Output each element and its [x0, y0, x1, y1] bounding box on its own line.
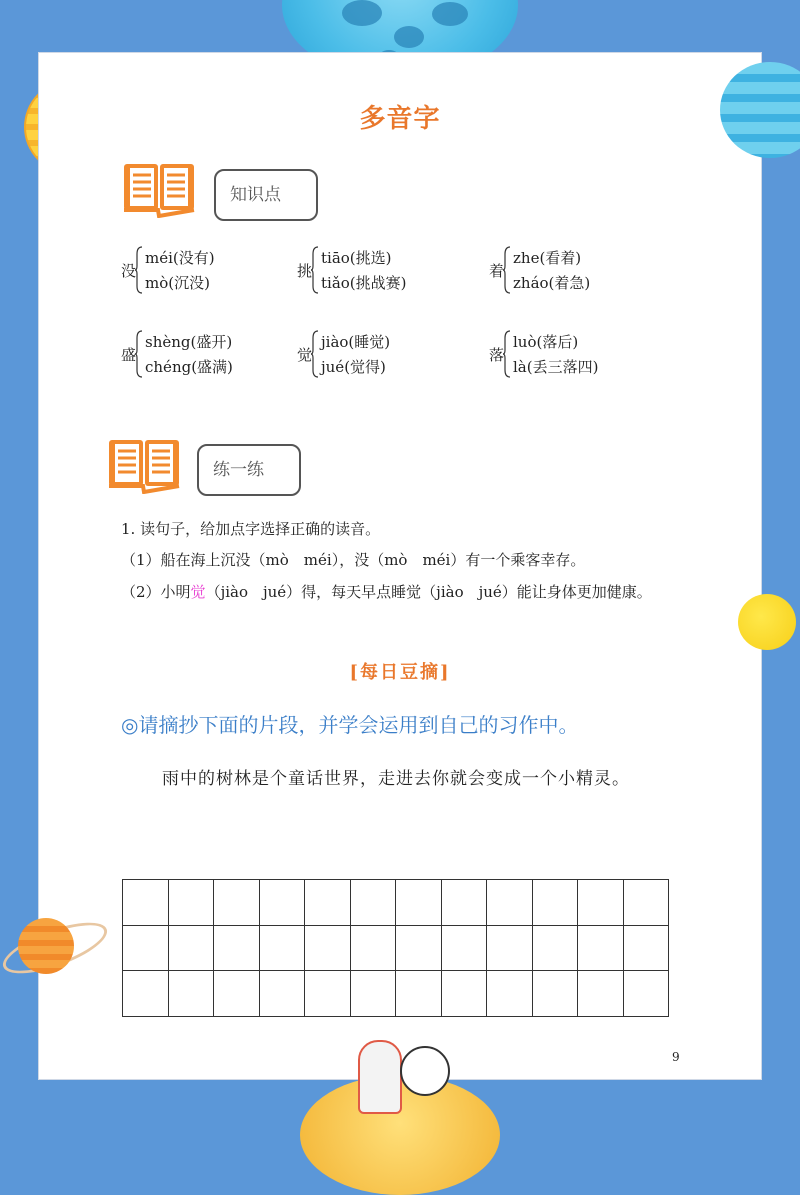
grid-row — [123, 925, 669, 971]
reading: zhe(看着) — [513, 249, 582, 267]
knowledge-label: 知识点 — [214, 169, 318, 221]
grid-cell[interactable] — [578, 971, 624, 1017]
reading: méi(没有) — [145, 249, 215, 267]
saturn-decoration — [18, 918, 74, 974]
book-icon — [107, 436, 181, 494]
reading: chéng(盛满) — [145, 358, 233, 376]
grid-cell[interactable] — [259, 925, 305, 971]
panda-astronaut-illustration — [400, 1046, 450, 1096]
reading: mò(沉没) — [145, 274, 210, 292]
rocket-illustration — [358, 1040, 402, 1114]
grid-cell[interactable] — [350, 880, 396, 926]
page-title: 多音字 — [359, 104, 441, 134]
reading: luò(落后) — [513, 333, 579, 351]
exercise-item-1: （1）船在海上沉没（mò méi），没（mò méi）有一个乘客幸存。 — [121, 551, 586, 569]
polyphone-char: 觉 — [297, 346, 313, 364]
grid-cell[interactable] — [396, 880, 442, 926]
polyphone-char: 着 — [489, 262, 505, 280]
grid-cell[interactable] — [441, 925, 487, 971]
grid-cell[interactable] — [623, 925, 669, 971]
page-number: 9 — [672, 1050, 680, 1064]
polyphone-char: 落 — [489, 346, 505, 364]
grid-cell[interactable] — [305, 971, 351, 1017]
excerpt-passage: 雨中的树林是个童话世界，走进去你就会变成一个小精灵。 — [162, 769, 630, 789]
reading: tiǎo(挑战赛) — [321, 274, 407, 292]
grid-cell[interactable] — [259, 971, 305, 1017]
grid-cell[interactable] — [532, 880, 578, 926]
grid-cell[interactable] — [487, 925, 533, 971]
writing-grid[interactable] — [122, 879, 669, 1017]
exercise-item-2 — [121, 581, 652, 602]
grid-cell[interactable] — [214, 971, 260, 1017]
grid-cell[interactable] — [487, 971, 533, 1017]
grid-cell[interactable] — [532, 971, 578, 1017]
polyphone-char: 盛 — [121, 346, 137, 364]
grid-cell[interactable] — [623, 880, 669, 926]
reading: shèng(盛开) — [145, 333, 233, 351]
grid-cell[interactable] — [487, 880, 533, 926]
book-icon — [122, 160, 196, 218]
grid-cell[interactable] — [214, 925, 260, 971]
grid-cell[interactable] — [578, 925, 624, 971]
copy-instruction: ◎请摘抄下面的片段，并学会运用到自己的习作中。 — [121, 713, 579, 737]
grid-cell[interactable] — [623, 971, 669, 1017]
exercise-question: 1. 读句子，给加点字选择正确的读音。 — [121, 520, 381, 538]
reading: zháo(着急) — [513, 274, 591, 292]
reading: jué(觉得) — [321, 358, 386, 376]
daily-excerpt-header: [每日豆摘] — [349, 662, 451, 683]
grid-cell[interactable] — [123, 971, 169, 1017]
grid-cell[interactable] — [305, 880, 351, 926]
exercise-item-2-suffix: （jiào jué）得，每天早点睡觉（jiào jué）能让身体更加健康。 — [205, 583, 652, 601]
polyphone-char: 挑 — [297, 262, 313, 280]
grid-cell[interactable] — [396, 925, 442, 971]
polyphone-char: 没 — [121, 262, 137, 280]
grid-cell[interactable] — [578, 880, 624, 926]
practice-label: 练一练 — [197, 444, 301, 496]
yellow-moon-decoration — [738, 594, 796, 650]
grid-cell[interactable] — [350, 971, 396, 1017]
grid-row — [123, 880, 669, 926]
grid-cell[interactable] — [168, 925, 214, 971]
grid-cell[interactable] — [441, 971, 487, 1017]
grid-row — [123, 971, 669, 1017]
grid-cell[interactable] — [259, 880, 305, 926]
grid-cell[interactable] — [123, 925, 169, 971]
highlighted-char: 觉 — [190, 583, 206, 601]
reading: là(丢三落四) — [513, 358, 599, 376]
grid-cell[interactable] — [396, 971, 442, 1017]
grid-cell[interactable] — [168, 880, 214, 926]
reading: jiào(睡觉) — [321, 333, 391, 351]
grid-cell[interactable] — [168, 971, 214, 1017]
grid-cell[interactable] — [214, 880, 260, 926]
grid-cell[interactable] — [532, 925, 578, 971]
grid-cell[interactable] — [350, 925, 396, 971]
grid-cell[interactable] — [305, 925, 351, 971]
exercise-item-2-prefix: （2）小明 — [121, 583, 191, 601]
reading: tiāo(挑选) — [321, 249, 392, 267]
grid-cell[interactable] — [441, 880, 487, 926]
grid-cell[interactable] — [123, 880, 169, 926]
